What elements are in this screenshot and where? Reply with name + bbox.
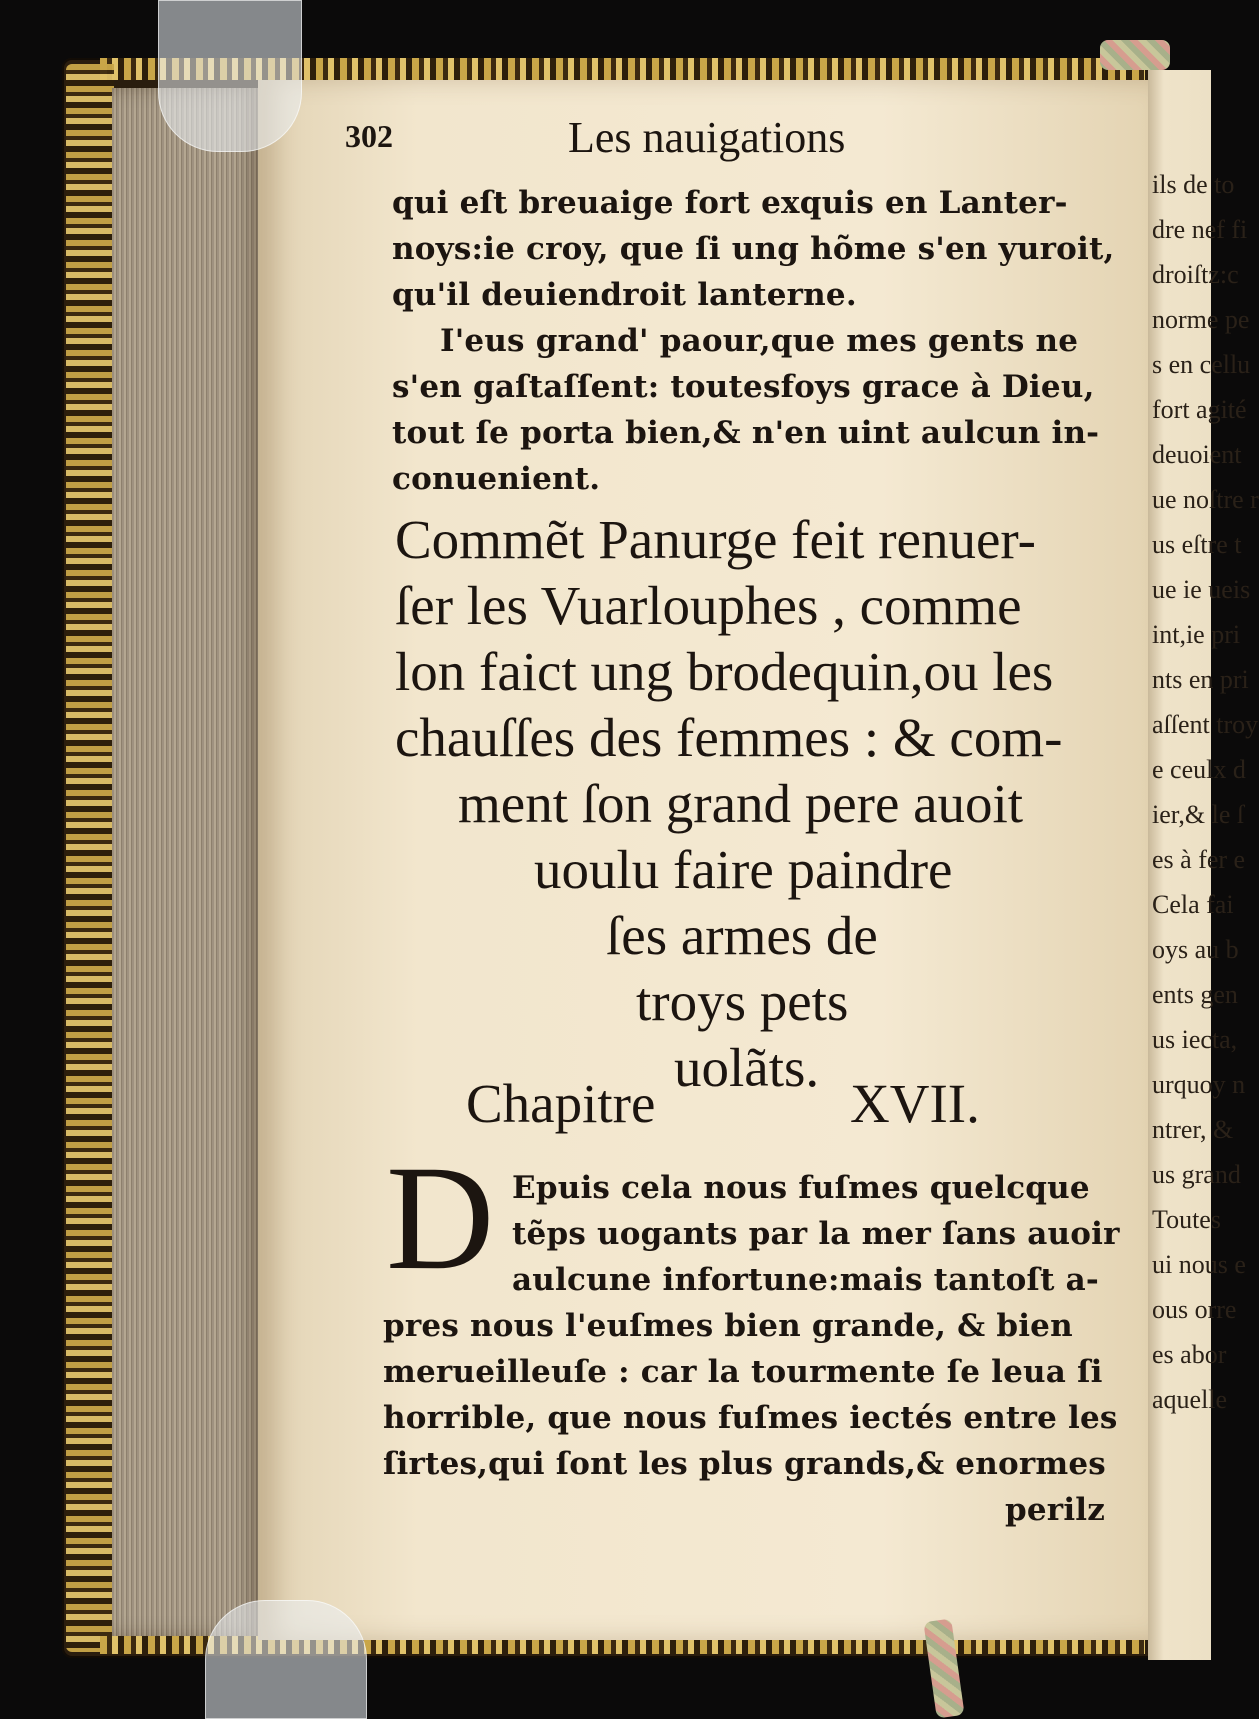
facing-page-fragment: ue noſtre r [1152,485,1259,514]
facing-page-fragment: Cela fai [1152,890,1234,919]
page-clip-bottom [205,1600,367,1719]
text-line: ſirtes,qui ſont les plus grands,& enormes [383,1446,1106,1482]
facing-page-fragment: ents gen [1152,980,1238,1009]
facing-page-fragment: ntrer, & [1152,1115,1234,1144]
facing-page-fragment: ier,& le ſ [1152,800,1245,829]
facing-page-fragment: e ceulx d [1152,755,1246,784]
chapter-title-line: uolãts. [674,1037,820,1098]
facing-page-edge [1148,70,1259,1660]
chapter-label: Chapitre [466,1073,656,1134]
chapter-number: XVII. [850,1073,980,1134]
text-line: horrible, que nous fuſmes iectés entre les [383,1400,1118,1436]
facing-page-fragment: aquelle [1152,1385,1228,1414]
running-head: Les nauigations [568,113,846,162]
text-line: noys:ie croy, que ſi ung hõme s'en yuroit, [392,231,1115,267]
page-clip-top [158,0,302,152]
facing-page-fragment: deuoient [1152,440,1242,469]
facing-page-fragment: dre nef fi [1152,215,1248,244]
facing-page-fragment: urquoy n [1152,1070,1246,1099]
facing-page-fragment: ils de to [1152,170,1235,199]
text-line: pres nous l'euſmes bien grande, & bien [383,1308,1073,1344]
text-line: conuenient. [392,461,601,497]
folio-number: 302 [345,118,393,154]
text-line: s'en gaſtaſſent: toutesfoys grace à Dieu, [392,369,1095,405]
facing-page-fragment: es à fer e [1152,845,1246,874]
text-line: merueilleuſe : car la tourmente ſe leua ſi [383,1354,1103,1390]
drop-capital: D [386,1135,495,1301]
facing-page-fragment: es abor [1152,1340,1227,1369]
facing-page-fragment: droiſtz:c [1152,260,1239,289]
text-line: Epuis cela nous fuſmes quelcque [512,1170,1090,1206]
text-line: qu'il deuiendroit lanterne. [392,277,857,313]
chapter-title-line: troys pets [636,971,849,1032]
facing-page-fragment: ous orre [1152,1295,1237,1324]
facing-page-fragment: aſſent troy [1152,710,1259,739]
facing-page-fragment: nts en pri [1152,665,1249,694]
text-line: I'eus grand' paour,que mes gents ne [440,323,1079,359]
facing-page-fragment: s en cellu [1152,350,1251,379]
facing-page-fragment: ue ie ueis [1152,575,1251,604]
page-edges [112,88,262,1636]
chapter-title-line: ſer les Vuarlouphes , comme [395,575,1022,636]
chapter-title-line: Commẽt Panurge feit renuer- [395,509,1036,570]
chapter-title-line: lon faict ung brodequin,ou les [395,641,1054,702]
chapter-title-line: ment ſon grand pere auoit [458,773,1024,834]
bookmark-ribbon-top [1100,40,1170,70]
facing-page-fragment: us eſtre t [1152,530,1242,559]
facing-page-fragment: int,ie pri [1152,620,1241,649]
facing-page-fragment: fort agité [1152,395,1247,424]
catchword: perilz [1005,1492,1106,1528]
facing-page-fragment: oys au b [1152,935,1239,964]
chapter-title-line: uoulu faire paindre [534,839,953,900]
text-line: qui eſt breuaige fort exquis en Lanter- [392,185,1068,221]
gilt-border-left [66,64,114,1652]
chapter-title-line: ſes armes de [606,905,878,966]
text-line: tout ſe porta bien,& n'en uint aulcun in- [392,415,1100,451]
chapter-title-line: chauſſes des femmes : & com- [395,707,1063,768]
text-line: aulcune infortune:mais tantoſt a- [512,1262,1099,1298]
facing-page-fragment: Toutes [1152,1205,1221,1234]
facing-page-fragment: us iecta, [1152,1025,1238,1054]
facing-page-fragment: ui nous e [1152,1250,1246,1279]
facing-page-fragment: norme pe [1152,305,1250,334]
facing-page-fragment: us grand [1152,1160,1241,1189]
text-line: tẽps uogants par la mer ſans auoir [512,1216,1120,1252]
